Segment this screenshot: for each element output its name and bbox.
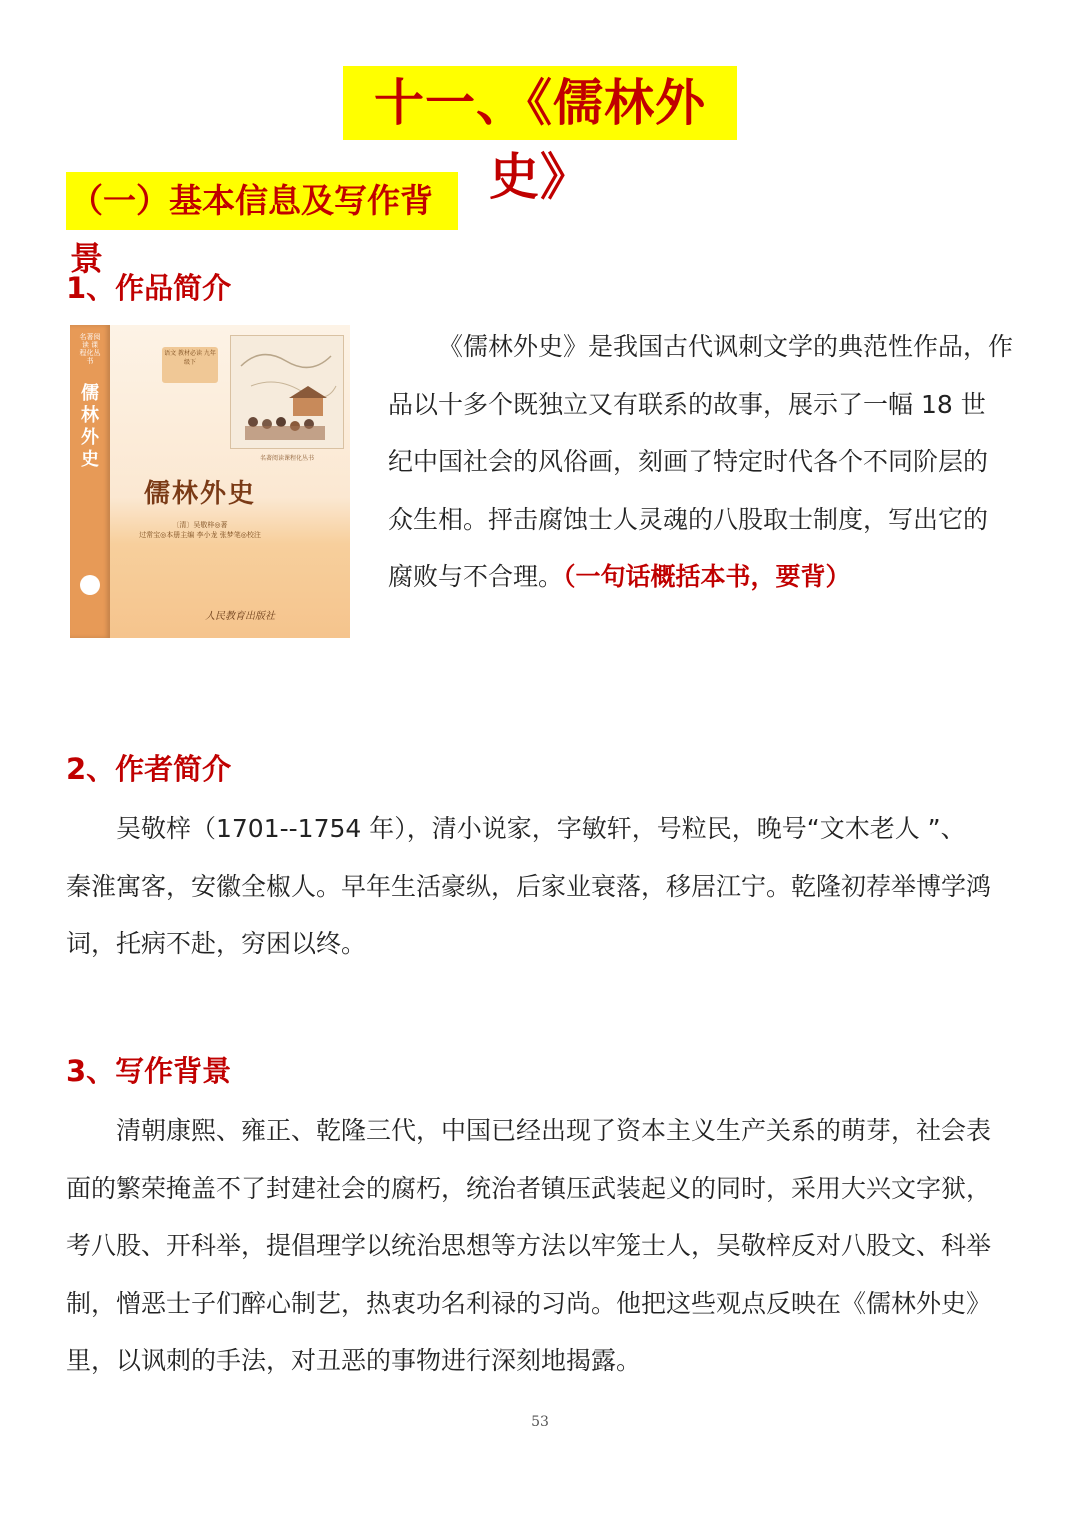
text-line: 考八股、开科举，提倡理学以统治思想等方法以牢笼士人，吴敬梓反对八股文、科举	[66, 1231, 992, 1260]
cover-author-line	[120, 520, 280, 540]
publisher-logo-icon	[80, 575, 100, 595]
text-line: 吴敬梓（1701--1754 年），清小说家，字敏轩，号粒民，晚号“文木老人 ”、	[116, 814, 966, 843]
cover-author: 〔清〕吴敬梓◎著	[172, 521, 228, 529]
text-line: 众生相。抨击腐蚀士人灵魂的八股取士制度，写出它的	[388, 504, 989, 534]
text-line: 秦淮寓客，安徽全椒人。早年生活豪纵，后家业衰落，移居江宁。乾隆初荐举博学鸿	[66, 871, 992, 901]
cover-publisher: 人民教育出版社	[205, 611, 275, 622]
cover-illustration	[230, 335, 344, 449]
subheading-background: 3、写作背景	[66, 1054, 232, 1088]
memorize-note: （一句话概括本书，要背）	[563, 562, 851, 591]
text-line: 品以十多个既独立又有联系的故事，展示了一幅 18 世	[388, 389, 986, 419]
book-front	[110, 325, 350, 638]
author-paragraph	[66, 800, 1026, 973]
text-line: 词，托病不赴，穷困以终。	[66, 929, 367, 958]
book-spine	[70, 325, 110, 638]
book-cover-image	[70, 325, 350, 638]
section-heading: （一）基本信息及写作背景	[66, 172, 458, 230]
text-line: 腐败与不合理。（一句话概括本书，要背）	[388, 562, 851, 591]
cover-editors: 过常宝◎本册主编 李小龙 张梦笔◎校注	[139, 531, 261, 539]
cover-title: 儒林外史	[143, 479, 256, 509]
text-line: 纪中国社会的风俗画，刻画了特定时代各个不同阶层的	[388, 447, 989, 476]
cover-badge: 语文 教材必读 九年级下	[162, 347, 218, 383]
page-title: 十一、《儒林外史》	[343, 66, 737, 140]
illustration-drawing	[231, 336, 343, 448]
subheading-work-intro: 1、作品简介	[66, 271, 232, 305]
text-line: 清朝康熙、雍正、乾隆三代，中国已经出现了资本主义生产关系的萌芽，社会表	[116, 1116, 992, 1145]
background-paragraph	[66, 1102, 1026, 1390]
text-line: 里，以讽刺的手法，对丑恶的事物进行深刻地揭露。	[66, 1346, 642, 1375]
text-line: 《儒林外史》是我国古代讽刺文学的典范性作品，作	[438, 332, 1014, 361]
work-intro-paragraph	[388, 318, 1028, 606]
text-line: 面的繁荣掩盖不了封建社会的腐朽，统治者镇压武装起义的同时，采用大兴文字狱，	[66, 1173, 992, 1203]
subheading-author-intro: 2、作者简介	[66, 752, 232, 786]
text-line: 制，憎恶士子们醉心制艺，热衷功名利禄的习尚。他把这些观点反映在《儒林外史》	[66, 1288, 992, 1318]
spine-title: 儒林外史	[81, 383, 99, 470]
cover-series-text: 名著阅读课程化丛书	[259, 455, 314, 462]
page-number: 53	[531, 1414, 549, 1430]
spine-series-text: 名著阅读 课程化丛书	[79, 333, 101, 365]
